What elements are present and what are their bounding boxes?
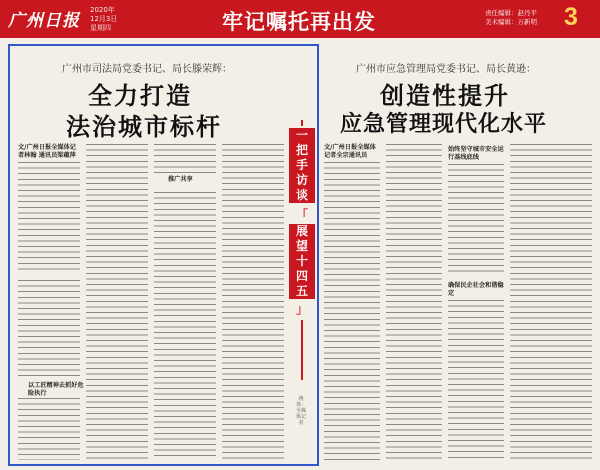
- right-headline-line1: 创造性提升: [380, 82, 510, 110]
- left-intro: 文/广州日报全媒体记者林翰 通讯员梁蕴萍: [18, 144, 76, 159]
- issue-date: 2020年 12月3日 星期四: [90, 6, 118, 32]
- editor-credits: 责任编辑：赵丹平 美术编辑：万新明: [485, 9, 537, 26]
- page-title: 牢记嘱托再出发: [222, 9, 376, 34]
- left-kicker: 广州市司法局党委书记、局长滕荣辉：: [62, 64, 232, 75]
- right-text-col3b: [448, 300, 504, 460]
- page-number: 3: [564, 3, 578, 31]
- left-subhead-1: 以工匠精神去抓好危险执行: [28, 382, 84, 397]
- left-headline-line1: 全力打造: [88, 82, 192, 110]
- right-intro: 文/广州日报全媒体记者全宗通讯员: [324, 144, 376, 159]
- masthead: [0, 0, 600, 38]
- left-subhead-2: 推广共享: [168, 176, 193, 183]
- left-text-col4: [222, 144, 284, 460]
- right-text-col3a: [448, 164, 504, 274]
- newspaper-logo: 广州日报: [8, 11, 80, 31]
- badge-line-bottom: [301, 320, 303, 380]
- right-subhead-1: 始终坚守城市安全运行基线底线: [448, 146, 504, 161]
- right-text-col4: [510, 144, 592, 460]
- badge-bracket-open: 「: [295, 208, 308, 222]
- badge-outlook: 展 望 十 四 五: [289, 224, 315, 299]
- left-text-col3a: [154, 144, 216, 174]
- series-byline: 统筹：全媒体记者: [296, 396, 307, 426]
- left-headline-line2: 法治城市标杆: [66, 113, 222, 141]
- right-kicker: 广州市应急管理局党委书记、局长黄逊：: [356, 64, 536, 75]
- right-text-col2: [386, 144, 442, 460]
- right-text-col1: [324, 162, 380, 460]
- left-text-col1c: [18, 398, 80, 460]
- badge-interview: 一 把 手 访 谈: [289, 128, 315, 203]
- badge-bracket-close: 」: [295, 302, 308, 316]
- left-text-col1: [18, 162, 80, 272]
- right-subhead-2: 确保民企社会和谐稳定: [448, 282, 504, 297]
- left-text-col1b: [18, 280, 80, 376]
- left-text-col3b: [154, 192, 216, 460]
- left-text-col2: [86, 144, 148, 460]
- right-headline-line2: 应急管理现代化水平: [340, 112, 548, 137]
- badge-line-top: [301, 120, 303, 126]
